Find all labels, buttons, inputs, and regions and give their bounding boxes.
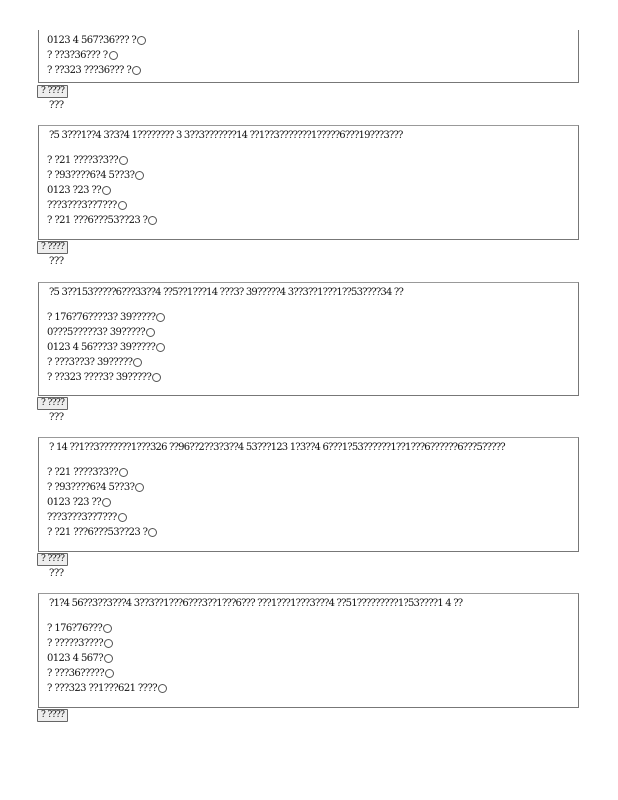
radio-button[interactable] [137, 36, 146, 45]
submit-button[interactable]: ? ???? [37, 709, 68, 722]
options-list [39, 153, 578, 228]
question-panel [38, 282, 579, 396]
option-label: ???3???3??7??? [47, 512, 117, 523]
option-label: ? ?21 ????3?3?? [47, 155, 119, 166]
option-item[interactable] [47, 370, 578, 385]
option-item[interactable] [47, 636, 578, 651]
submit-button[interactable]: ? ???? [37, 553, 68, 566]
option-label: 0123 ?23 ?? [47, 497, 102, 508]
option-item[interactable] [47, 525, 578, 540]
option-item[interactable] [47, 183, 578, 198]
radio-button[interactable] [156, 343, 165, 352]
result-text: ??? [49, 100, 64, 111]
question-text: ? 14 ??1??3???????1???326 ??96??2??3?3??4 53???123 1?3??4 6???1?53??????1??1???6??????6???5????? [49, 442, 505, 453]
submit-button[interactable]: ? ???? [37, 397, 68, 410]
radio-button[interactable] [119, 156, 128, 165]
option-item[interactable] [47, 198, 578, 213]
result-text: ??? [49, 412, 64, 423]
option-label: ? ???36????? [47, 668, 104, 679]
radio-button[interactable] [152, 373, 161, 382]
option-item[interactable] [47, 153, 578, 168]
option-item[interactable] [47, 355, 578, 370]
radio-button[interactable] [133, 358, 142, 367]
options-list [39, 465, 578, 540]
option-item[interactable] [47, 510, 578, 525]
option-item[interactable] [47, 480, 578, 495]
option-label: ? ??323 ???36??? ? [47, 65, 132, 76]
option-label: 0123 4 56???3? 39????? [47, 342, 156, 353]
option-label: 0123 4 567?36??? ? [47, 35, 137, 46]
option-label: ? ?93????6?4 5??3? [47, 170, 135, 181]
radio-button[interactable] [104, 654, 113, 663]
option-item[interactable] [47, 63, 578, 78]
question-panel [38, 593, 579, 708]
option-label: ? ???323 ??1???621 ???? [47, 683, 157, 694]
radio-button[interactable] [148, 216, 157, 225]
option-label: 0123 4 567? [47, 653, 104, 664]
option-item[interactable] [47, 213, 578, 228]
option-label: ? ?21 ???6???53??23 ? [47, 215, 148, 226]
option-label: 0???5?????3? 39????? [47, 327, 146, 338]
option-label: ? 176?76????3? 39????? [47, 312, 156, 323]
question-text: ?5 3??153?????6???33??4 ??5??1???14 ???3? 39?????4 3??3??1???1??53????34 ?? [49, 287, 404, 298]
option-label: ? ???3??3? 39????? [47, 357, 133, 368]
radio-button[interactable] [156, 313, 165, 322]
options-list [39, 310, 578, 385]
radio-button[interactable] [135, 171, 144, 180]
option-item[interactable] [47, 495, 578, 510]
option-item[interactable] [47, 310, 578, 325]
radio-button[interactable] [118, 513, 127, 522]
option-label: ? ?21 ????3?3?? [47, 467, 119, 478]
option-item[interactable] [47, 666, 578, 681]
option-item[interactable] [47, 621, 578, 636]
options-list [39, 621, 578, 696]
option-label: ? ?93????6?4 5??3? [47, 482, 135, 493]
radio-button[interactable] [109, 51, 118, 60]
option-item[interactable] [47, 681, 578, 696]
option-label: ? ?21 ???6???53??23 ? [47, 527, 148, 538]
question-panel [38, 30, 579, 83]
radio-button[interactable] [118, 201, 127, 210]
option-item[interactable] [47, 48, 578, 63]
option-label: ? ??323 ????3? 39????? [47, 372, 152, 383]
option-item[interactable] [47, 33, 578, 48]
option-label: ? ??3?36??? ? [47, 50, 108, 61]
question-panel [38, 125, 579, 240]
option-item[interactable] [47, 325, 578, 340]
question-panel [38, 437, 579, 552]
radio-button[interactable] [132, 66, 141, 75]
option-label: ? 176?76??? [47, 623, 103, 634]
radio-button[interactable] [102, 186, 111, 195]
radio-button[interactable] [158, 684, 167, 693]
option-item[interactable] [47, 465, 578, 480]
question-text: ?1?4 56??3??3???4 3??3??1???6???3??1???6??? ???1???1???3???4 ??51?????????1?53????1 4 ?? [49, 598, 463, 609]
radio-button[interactable] [103, 624, 112, 633]
option-label: 0123 ?23 ?? [47, 185, 102, 196]
option-item[interactable] [47, 168, 578, 183]
submit-button[interactable]: ? ???? [37, 85, 68, 98]
radio-button[interactable] [148, 528, 157, 537]
radio-button[interactable] [102, 498, 111, 507]
options-list [39, 33, 578, 78]
option-label: ? ?????3???? [47, 638, 103, 649]
radio-button[interactable] [119, 468, 128, 477]
option-item[interactable] [47, 651, 578, 666]
radio-button[interactable] [146, 328, 155, 337]
submit-button[interactable]: ? ???? [37, 241, 68, 254]
radio-button[interactable] [105, 669, 114, 678]
option-label: ???3???3??7??? [47, 200, 117, 211]
radio-button[interactable] [104, 639, 113, 648]
option-item[interactable] [47, 340, 578, 355]
result-text: ??? [49, 256, 64, 267]
radio-button[interactable] [135, 483, 144, 492]
question-text: ?5 3???1??4 3?3?4 1???????? 3 3??3???????14 ??1??3???????1?????6???19???3??? [49, 130, 403, 141]
result-text: ??? [49, 568, 64, 579]
